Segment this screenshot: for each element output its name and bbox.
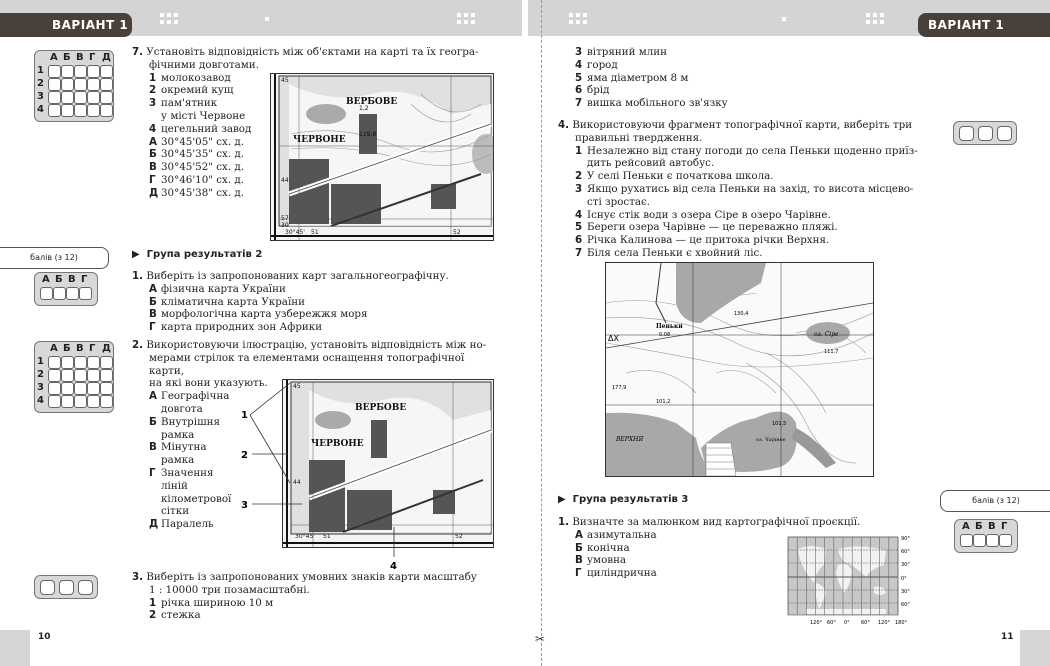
question-text: мерами стрілок та елементами оснащення топографічної карти,: [149, 351, 465, 377]
answer-cell[interactable]: [78, 580, 93, 595]
question-text: Використовуючи ілюстрацію, установіть відповідність між но-: [146, 339, 487, 351]
option-item: [575, 97, 915, 110]
map-label-lon: 30°45': [295, 533, 315, 540]
map-label-chervone: ЧЕРВОНЕ: [293, 135, 346, 145]
option-item: [149, 283, 497, 296]
topo-height: 130,4: [734, 311, 749, 317]
arrow-label-2: 2: [241, 450, 248, 461]
answer-cell[interactable]: [100, 382, 113, 395]
option-text: конічна: [587, 541, 630, 554]
question-3-continued: [575, 46, 915, 110]
arrow-label-4: 4: [390, 561, 397, 572]
option-text: азимутальна: [587, 528, 657, 541]
option-item: [575, 145, 920, 158]
topo-height: 177,9: [612, 385, 627, 391]
option-text: брід: [587, 84, 610, 97]
triangle-bullet-icon: ▶: [558, 494, 566, 505]
option-key: Б: [149, 148, 157, 161]
decor-dots: [457, 13, 475, 24]
map-label-51: 51: [323, 533, 331, 540]
option-text: Річка Калинова — це притока річки Верхня.: [587, 234, 830, 247]
option-key: А: [149, 135, 157, 148]
longitude-label: 120°: [810, 620, 823, 626]
answer-cell[interactable]: [59, 580, 74, 595]
answer-boxes-q3: [34, 575, 98, 599]
option-text: Паралель: [161, 518, 214, 531]
option-key: 4: [575, 208, 583, 221]
grid-column-label: В: [988, 521, 996, 532]
answer-cell[interactable]: [74, 91, 87, 104]
option-key: Д: [149, 518, 159, 531]
score-box-left[interactable]: [0, 247, 109, 269]
option-key: 1: [149, 71, 157, 84]
question-4-right: [558, 119, 920, 260]
map-label-52: 52: [453, 229, 461, 236]
answer-cell[interactable]: [74, 356, 87, 369]
option-text: 30°45'05" сх. д.: [161, 135, 245, 148]
option-key: Г: [575, 567, 582, 580]
option-key: В: [575, 554, 583, 567]
page-divider-dashed: [541, 0, 542, 666]
option-text: ліній: [161, 479, 188, 492]
answer-cell[interactable]: [997, 126, 1012, 141]
grid-column-label: А: [50, 52, 58, 63]
option-item: [575, 221, 920, 234]
grid-column-label: Г: [1001, 521, 1008, 532]
variant-label-right: ВАРІАНТ 1: [918, 13, 1050, 37]
grid-row-label: 2: [37, 369, 44, 380]
question-number: 4.: [558, 119, 570, 131]
map-label-45: 45: [281, 77, 289, 84]
option-text: сті зростає.: [587, 195, 651, 208]
topo-height: 101,2: [656, 399, 671, 405]
option-text: 30°46'10" сх. д.: [161, 173, 245, 186]
option-text: у місті Червоне: [161, 109, 246, 122]
answer-cell[interactable]: [87, 356, 100, 369]
option-text: Якщо рухатись від села Пеньки на захід, то висота місцево-: [587, 182, 914, 195]
option-text: дить рейсовий автобус.: [587, 157, 715, 170]
answer-cell[interactable]: [973, 534, 986, 547]
answer-cell[interactable]: [74, 369, 87, 382]
question-text: Виберіть із запропонованих карт загальногеографічну.: [146, 270, 449, 282]
topographic-map-1: [270, 73, 494, 241]
topo-height: 111,7: [824, 349, 839, 355]
answer-cell[interactable]: [79, 287, 92, 300]
answer-cell[interactable]: [74, 382, 87, 395]
page-number-left: 10: [38, 632, 51, 642]
decor-dots: [866, 13, 884, 24]
option-key: Г: [149, 466, 156, 479]
option-key: 6: [575, 234, 583, 247]
topographic-map-3: [605, 262, 874, 477]
option-item: [575, 72, 915, 85]
scissors-icon: ✂: [535, 632, 546, 646]
longitude-label: 120°: [878, 620, 891, 626]
option-item: [575, 46, 915, 59]
option-item: [575, 84, 915, 97]
option-key: 1: [575, 144, 583, 157]
option-text: пам'ятник: [161, 97, 218, 110]
triangle-bullet-icon: ▶: [132, 249, 140, 260]
option-key: 3: [575, 46, 583, 58]
option-text: яма діаметром 8 м: [587, 71, 689, 84]
group-title: Група результатів 3: [572, 494, 689, 505]
topo-label-sire: оз. Сіре: [814, 331, 839, 338]
answer-cell[interactable]: [48, 78, 61, 91]
answer-cell[interactable]: [48, 395, 61, 408]
answer-cell[interactable]: [960, 534, 973, 547]
grid-column-label: Д: [102, 343, 111, 354]
decor-dots: [569, 13, 587, 24]
answer-grid-q2: [34, 341, 114, 413]
answer-cell[interactable]: [87, 369, 100, 382]
decor-dot: [782, 17, 786, 21]
variant-label-left: ВАРІАНТ 1: [0, 13, 132, 37]
option-text: цегельний завод: [161, 122, 252, 135]
option-text: кліматична карта України: [161, 295, 305, 308]
answer-cell[interactable]: [999, 534, 1012, 547]
option-text: У селі Пеньки є початкова школа.: [587, 170, 774, 183]
answer-cell[interactable]: [87, 104, 100, 117]
answer-cell[interactable]: [48, 91, 61, 104]
answer-cell[interactable]: [87, 382, 100, 395]
map-label-52: 52: [455, 533, 463, 540]
answer-cell[interactable]: [61, 65, 74, 78]
grid-column-label: Б: [63, 52, 71, 63]
option-key: 7: [575, 246, 583, 259]
world-map-projection: [786, 535, 926, 627]
option-key: 2: [575, 170, 583, 183]
option-item: [575, 157, 920, 170]
longitude-label: 180°: [895, 620, 908, 626]
topo-height: 101,5: [772, 421, 787, 427]
option-text: сітки: [161, 505, 190, 518]
answer-cell[interactable]: [61, 369, 74, 382]
option-text: карта природних зон Африки: [161, 321, 323, 334]
latitude-label: 60°: [901, 549, 910, 555]
map-label-lat: 57': [281, 215, 291, 222]
question-3-left: [132, 571, 497, 622]
question-text: на які вони указують.: [149, 377, 268, 390]
option-text: молокозавод: [161, 71, 231, 84]
answer-cell[interactable]: [986, 534, 999, 547]
grid-row-label: 4: [37, 395, 44, 406]
answer-cell[interactable]: [100, 65, 113, 78]
topo-label-penky-value: 0,08: [659, 332, 671, 338]
option-text: Внутрішня: [161, 415, 221, 428]
option-key: Г: [149, 173, 156, 186]
option-text: річка шириною 10 м: [161, 596, 274, 609]
answer-cell[interactable]: [40, 580, 55, 595]
option-text: окремий кущ: [161, 84, 234, 97]
map-3-drawing: [606, 263, 873, 476]
decor-dots: [160, 13, 178, 24]
option-item: [575, 59, 915, 72]
answer-cell[interactable]: [100, 78, 113, 91]
world-map-drawing: [786, 535, 926, 627]
question-number: 7.: [132, 46, 144, 58]
option-text: фізична карта України: [161, 282, 286, 295]
question-number: 1.: [132, 270, 144, 282]
grid-column-label: А: [962, 521, 970, 532]
option-key: Б: [575, 541, 583, 554]
group-results-3-heading: [558, 494, 688, 505]
option-text: рамка: [161, 428, 195, 441]
grid-column-label: В: [68, 274, 76, 285]
longitude-label: 0°: [844, 620, 850, 626]
grid-column-label: А: [42, 274, 50, 285]
option-key: 5: [575, 71, 583, 84]
grid-row-label: 2: [37, 78, 44, 89]
option-key: А: [575, 528, 583, 541]
option-item: [149, 597, 497, 610]
arrow-1a: [250, 383, 290, 415]
topo-label-charivne: оз. Чарівне: [756, 437, 786, 443]
answer-cell[interactable]: [61, 356, 74, 369]
arrow-label-3: 3: [241, 500, 248, 511]
question-text: правильні твердження.: [575, 131, 703, 144]
question-text: Визначте за малюнком вид картографічної проєкції.: [572, 516, 861, 528]
option-item: [149, 296, 497, 309]
option-key: 3: [575, 182, 583, 195]
option-text: 30°45'35" сх. д.: [161, 148, 245, 161]
option-key: Б: [149, 295, 157, 308]
answer-cell[interactable]: [87, 65, 100, 78]
answer-cell[interactable]: [48, 65, 61, 78]
grid-column-label: Г: [89, 343, 96, 354]
question-number: 1.: [558, 516, 570, 528]
map-label-lon: 30°45': [285, 229, 305, 236]
option-key: 7: [575, 97, 583, 110]
option-key: В: [149, 161, 157, 174]
continent-antarctica: [806, 609, 886, 614]
answer-boxes-q4: [953, 121, 1017, 145]
answer-cell[interactable]: [74, 104, 87, 117]
grid-column-label: Г: [81, 274, 88, 285]
option-text: довгота: [161, 402, 203, 415]
answer-cell[interactable]: [53, 287, 66, 300]
answer-cell[interactable]: [87, 91, 100, 104]
option-text: Значення: [161, 466, 214, 479]
grid-column-label: А: [50, 343, 58, 354]
answer-cell[interactable]: [48, 369, 61, 382]
answer-cell[interactable]: [74, 78, 87, 91]
option-text: Існує стік води з озера Сіре в озеро Чарівне.: [587, 208, 831, 221]
map-label-chervone: ЧЕРВОНЕ: [311, 439, 364, 449]
option-key: 5: [575, 221, 583, 234]
latitude-label: 30°: [901, 589, 910, 595]
longitude-label: 60°: [827, 620, 836, 626]
answer-cell[interactable]: [61, 91, 74, 104]
question-text: Установіть відповідність між об'єктами на карті та їх геогра-: [146, 46, 479, 58]
grid-row-label: 4: [37, 104, 44, 115]
option-key: 2: [149, 609, 157, 622]
answer-cell[interactable]: [978, 126, 993, 141]
answer-cell[interactable]: [100, 356, 113, 369]
option-key: В: [149, 308, 157, 321]
map-1-drawing: [271, 74, 493, 240]
map-label-51: 51: [311, 229, 319, 236]
grid-column-label: В: [76, 343, 84, 354]
answer-cell[interactable]: [61, 395, 74, 408]
map-label-height: 119,8: [359, 131, 377, 138]
latitude-label: 90°: [901, 536, 910, 542]
answer-cell[interactable]: [87, 78, 100, 91]
question-number: 2.: [132, 339, 144, 351]
option-key: В: [149, 441, 157, 454]
latitude-label: 60°: [901, 602, 910, 608]
option-text: рамка: [161, 454, 195, 467]
decor-dot: [265, 17, 269, 21]
question-text: фічними довготами.: [149, 58, 259, 71]
topo-label-dx: ΔX: [608, 334, 619, 343]
grid-row-label: 1: [37, 356, 44, 367]
grid-row-label: 3: [37, 382, 44, 393]
page-tab-left: [0, 630, 30, 666]
option-text: вітряний млин: [587, 46, 668, 58]
option-text: город: [587, 58, 618, 71]
option-key: 6: [575, 84, 583, 97]
option-item: [149, 321, 497, 334]
question-text: 1 : 10000 три позамасштабні.: [149, 583, 310, 596]
map-label-height: 1,2: [359, 105, 369, 112]
grid-row-label: 1: [37, 65, 44, 76]
answer-cell[interactable]: [48, 356, 61, 369]
group-results-2-heading: [132, 249, 262, 260]
option-text: морфологічна карта узбережжя моря: [161, 308, 368, 321]
page-tab-right: [1020, 630, 1050, 666]
option-item: [575, 183, 920, 196]
option-item: [575, 196, 920, 209]
option-text: циліндрична: [587, 567, 657, 580]
score-label: балів (з 12): [30, 253, 78, 262]
longitude-label: 60°: [861, 620, 870, 626]
map-label-45: 45: [293, 383, 301, 390]
grid-column-label: Б: [975, 521, 983, 532]
answer-cell[interactable]: [87, 395, 100, 408]
answer-grid-q1-right: [954, 519, 1018, 553]
answer-cell[interactable]: [66, 287, 79, 300]
group-title: Група результатів 2: [146, 249, 263, 260]
option-key: Б: [149, 415, 157, 428]
option-key: А: [149, 282, 157, 295]
option-item: [575, 170, 920, 183]
score-label: балів (з 12): [972, 496, 1020, 505]
latitude-label: 0°: [901, 576, 907, 582]
question-1-left: [132, 270, 497, 334]
grid-row-label: 3: [37, 91, 44, 102]
answer-cell[interactable]: [48, 104, 61, 117]
grid-column-label: Б: [55, 274, 63, 285]
answer-cell[interactable]: [74, 395, 87, 408]
answer-cell[interactable]: [61, 104, 74, 117]
map-label-44: 44: [293, 479, 301, 486]
option-text: кілометрової: [161, 492, 232, 505]
option-text: стежка: [161, 609, 201, 622]
answer-cell[interactable]: [48, 382, 61, 395]
answer-cell[interactable]: [100, 369, 113, 382]
map-arrows: [230, 375, 500, 575]
answer-cell[interactable]: [100, 91, 113, 104]
option-key: 4: [149, 122, 157, 135]
option-key: Г: [149, 321, 156, 334]
topo-label-verkhnia: ВЕРХНЯ: [616, 436, 644, 443]
page-number-right: 11: [1001, 632, 1014, 642]
grid-column-label: В: [76, 52, 84, 63]
option-text: вишка мобільного зв'язку: [587, 97, 728, 110]
option-item: [149, 308, 497, 321]
option-key: 3: [149, 97, 157, 110]
arrow-1b: [250, 415, 290, 483]
answer-cell[interactable]: [100, 104, 113, 117]
option-key: Д: [149, 186, 159, 199]
map-label-verbove: ВЕРБОВЕ: [355, 403, 407, 413]
grid-column-label: Д: [102, 52, 111, 63]
grid-column-label: Г: [89, 52, 96, 63]
option-item: [575, 234, 920, 247]
score-box-right[interactable]: [940, 490, 1050, 512]
answer-cell[interactable]: [100, 395, 113, 408]
option-text: 30°45'52" сх. д.: [161, 161, 245, 174]
answer-cell[interactable]: [959, 126, 974, 141]
question-number: 3.: [132, 571, 144, 583]
map-label-lat2: 30': [281, 222, 291, 229]
option-text: Географічна: [161, 390, 230, 403]
map-label-44: 44: [281, 177, 289, 184]
option-text: умовна: [587, 554, 627, 567]
option-text: Береги озера Чарівне — це переважно пляжі.: [587, 221, 838, 234]
option-key: 1: [149, 596, 157, 609]
grid-column-label: Б: [63, 343, 71, 354]
option-key: 4: [575, 58, 583, 71]
option-text: Біля села Пеньки є хвойний ліс.: [587, 246, 763, 259]
answer-cell[interactable]: [61, 382, 74, 395]
question-text: Виберіть із запропонованих умовних знаків карти масштабу: [146, 571, 477, 583]
option-text: Незалежно від стану погоди до села Пеньки щоденно приїз-: [587, 144, 918, 157]
question-text: Використовуючи фрагмент топографічної карти, виберіть три: [572, 119, 913, 131]
option-key: 2: [149, 84, 157, 97]
answer-grid-q7: [34, 50, 114, 122]
option-item: [575, 247, 920, 260]
map-label-verbove: ВЕРБОВЕ: [346, 97, 398, 107]
topo-label-penky: Пеньки: [656, 323, 683, 330]
answer-grid-q1: [34, 272, 98, 306]
option-item: [575, 209, 920, 222]
answer-cell[interactable]: [61, 78, 74, 91]
option-key: А: [149, 390, 157, 403]
answer-cell[interactable]: [40, 287, 53, 300]
option-item: [149, 609, 497, 622]
option-text: Мінутна: [161, 441, 207, 454]
option-text: 30°45'38" сх. д.: [161, 186, 245, 199]
latitude-label: 30°: [901, 562, 910, 568]
answer-cell[interactable]: [74, 65, 87, 78]
arrow-label-1: 1: [241, 410, 248, 421]
